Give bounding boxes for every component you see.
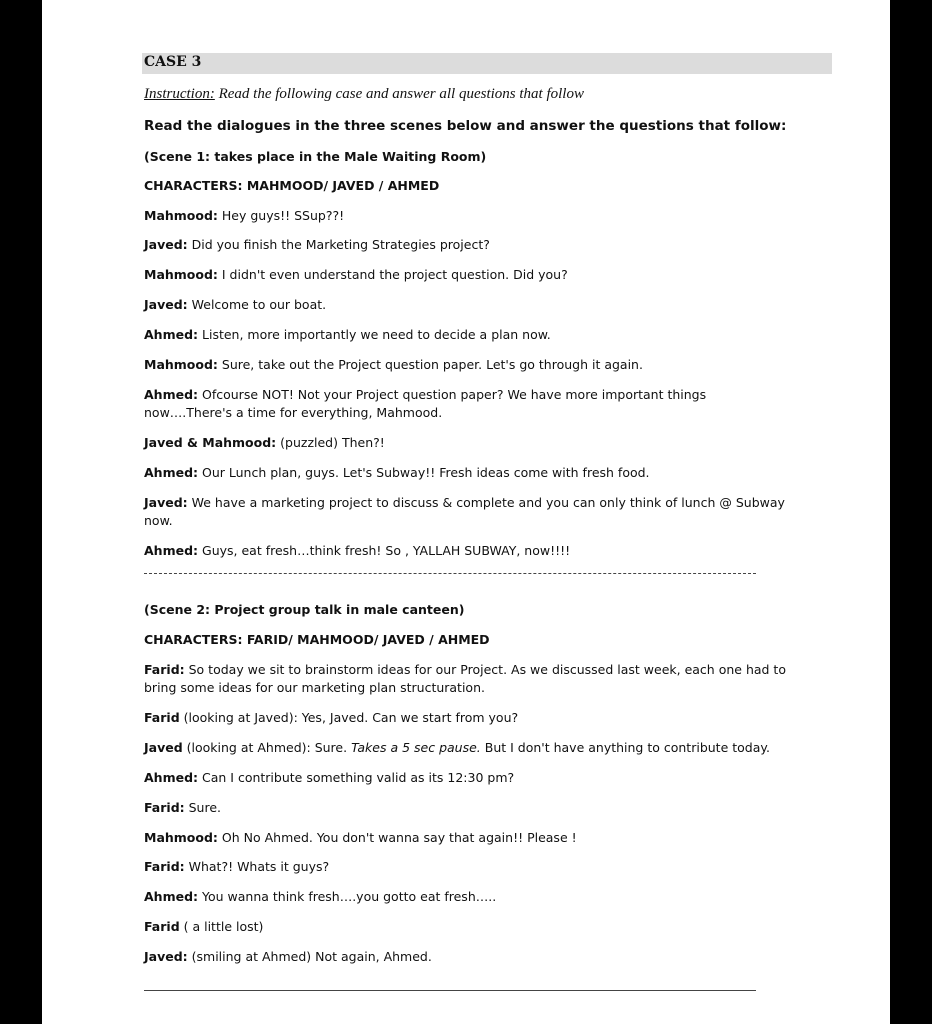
speaker: Farid [144, 919, 180, 934]
speaker: Farid: [144, 662, 185, 677]
scene-divider [144, 573, 756, 574]
dialogue-line [144, 918, 789, 936]
speaker: Mahmood: [144, 208, 218, 223]
bottom-divider [144, 990, 756, 991]
speaker: Mahmood: [144, 830, 218, 845]
speaker: Ahmed: [144, 543, 199, 558]
scene2-title: (Scene 2: Project group talk in male canteen) [144, 602, 465, 617]
instruction [144, 86, 584, 103]
scene1-characters: CHARACTERS: MAHMOOD/ JAVED / AHMED [144, 178, 440, 193]
dialogue-text: (looking at Ahmed): Sure. [182, 740, 352, 755]
stage-direction: Takes a 5 sec pause. [351, 740, 481, 755]
dialogue-text: We have a marketing project to discuss & complete and you can only think of lunch @ Subway now. [144, 495, 785, 528]
speaker: Javed [144, 740, 183, 755]
dialogue-line [144, 386, 714, 422]
dialogue-line [144, 858, 789, 876]
speaker: Javed: [144, 949, 188, 964]
dialogue-line [144, 799, 789, 817]
dialogue-line [144, 356, 789, 374]
dialogue-line [144, 888, 789, 906]
dialogue-text: (looking at Javed): Yes, Javed. Can we start from you? [179, 710, 519, 725]
dialogue-line [144, 769, 789, 787]
case-header-bar [142, 53, 832, 74]
scene2-characters: CHARACTERS: FARID/ MAHMOOD/ JAVED / AHMED [144, 632, 490, 647]
dialogue-line [144, 464, 789, 482]
speaker: Farid: [144, 800, 185, 815]
dialogue-text-tail: But I don't have anything to contribute today. [480, 740, 770, 755]
speaker: Farid: [144, 859, 185, 874]
dialogue-text: Hey guys!! SSup??! [217, 208, 345, 223]
speaker: Mahmood: [144, 357, 218, 372]
instruction-text: Read the following case and answer all questions that follow [214, 86, 584, 102]
dialogue-text: What?! Whats it guys? [184, 859, 330, 874]
speaker: Mahmood: [144, 267, 218, 282]
speaker: Ahmed: [144, 387, 199, 402]
dialogue-text: I didn't even understand the project question. Did you? [217, 267, 568, 282]
dialogue-line [144, 739, 789, 757]
case-title: CASE 3 [144, 54, 202, 70]
speaker: Javed: [144, 297, 188, 312]
dialogue-text: (puzzled) Then?! [276, 435, 385, 450]
dialogue-text: Oh No Ahmed. You don't wanna say that again!! Please ! [217, 830, 577, 845]
dialogue-line [144, 296, 789, 314]
speaker: Javed: [144, 495, 188, 510]
dialogue-line [144, 236, 789, 254]
document-page [42, 0, 890, 1024]
speaker: Javed: [144, 237, 188, 252]
dialogue-text: Can I contribute something valid as its 12:30 pm? [198, 770, 515, 785]
dialogue-text: You wanna think fresh….you gotto eat fresh….. [198, 889, 497, 904]
dialogue-text: Did you finish the Marketing Strategies project? [187, 237, 490, 252]
speaker: Javed & Mahmood: [144, 435, 277, 450]
dialogue-text: Ofcourse NOT! Not your Project question paper? We have more important things now….There's a time for everything, Mahmood. [144, 387, 707, 420]
dialogue-line [144, 661, 789, 697]
dialogue-line [144, 326, 789, 344]
speaker: Ahmed: [144, 770, 199, 785]
dialogue-line [144, 709, 789, 727]
instruction-label: Instruction: [144, 86, 215, 102]
dialogue-text: So today we sit to brainstorm ideas for our Project. As we discussed last week, each one had to bring some ideas for our marketing plan structuration. [144, 662, 786, 695]
dialogue-line [144, 266, 789, 284]
dialogue-text: Welcome to our boat. [187, 297, 327, 312]
dialogue-line [144, 434, 789, 452]
speaker: Farid [144, 710, 180, 725]
dialogue-line [144, 494, 789, 530]
dialogue-text: Sure, take out the Project question paper. Let's go through it again. [217, 357, 643, 372]
dialogue-line [144, 207, 789, 225]
dialogue-line [144, 948, 789, 966]
dialogue-line [144, 829, 789, 847]
main-heading: Read the dialogues in the three scenes below and answer the questions that follow: [144, 118, 787, 134]
dialogue-line [144, 542, 789, 560]
dialogue-text: Sure. [184, 800, 221, 815]
speaker: Ahmed: [144, 889, 199, 904]
speaker: Ahmed: [144, 327, 199, 342]
dialogue-text: ( a little lost) [179, 919, 264, 934]
dialogue-text: Guys, eat fresh…think fresh! So , YALLAH SUBWAY, now!!!! [198, 543, 571, 558]
scene1-title: (Scene 1: takes place in the Male Waiting Room) [144, 149, 487, 164]
speaker: Ahmed: [144, 465, 199, 480]
dialogue-text: (smiling at Ahmed) Not again, Ahmed. [187, 949, 432, 964]
dialogue-text: Our Lunch plan, guys. Let's Subway!! Fresh ideas come with fresh food. [198, 465, 650, 480]
dialogue-text: Listen, more importantly we need to decide a plan now. [198, 327, 551, 342]
